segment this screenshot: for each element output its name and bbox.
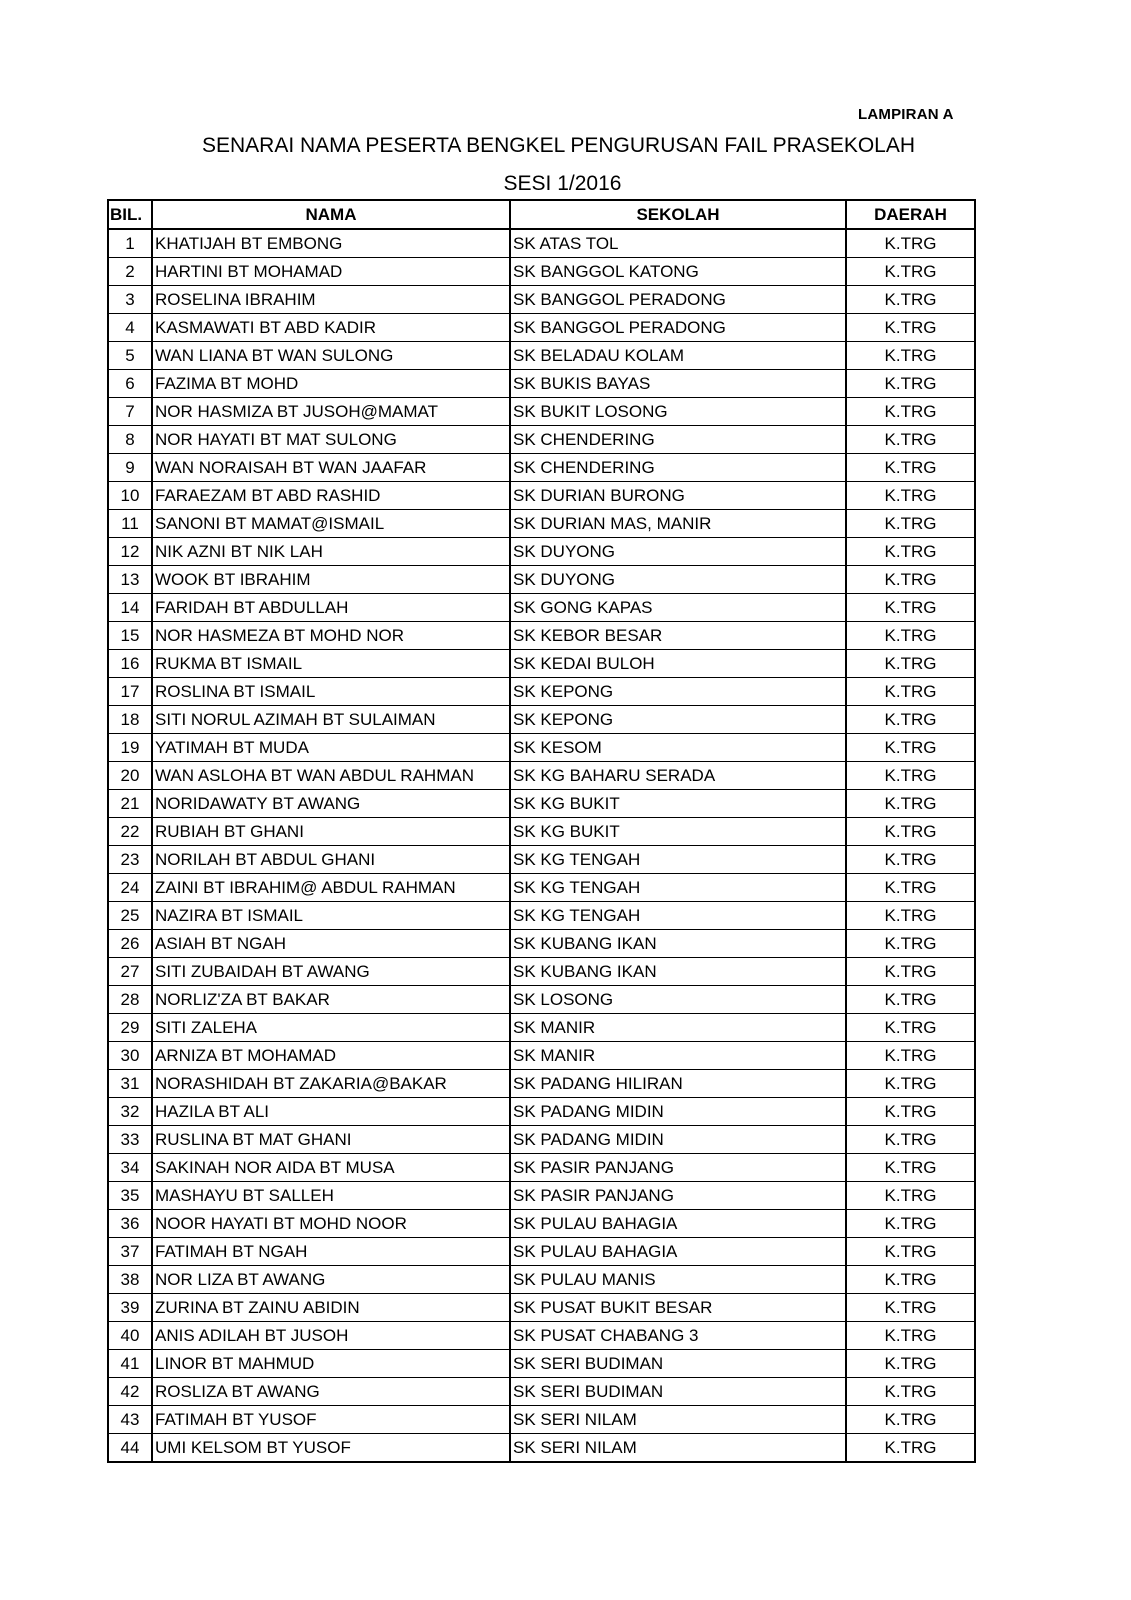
column-header-bil: BIL.: [108, 200, 152, 229]
cell-daerah: K.TRG: [846, 1210, 975, 1238]
cell-bil: 16: [108, 650, 152, 678]
cell-daerah: K.TRG: [846, 902, 975, 930]
cell-nama: FARIDAH BT ABDULLAH: [152, 594, 510, 622]
cell-sekolah: SK ATAS TOL: [510, 229, 846, 258]
cell-daerah: K.TRG: [846, 622, 975, 650]
cell-nama: NORILAH BT ABDUL GHANI: [152, 846, 510, 874]
cell-sekolah: SK PADANG MIDIN: [510, 1126, 846, 1154]
cell-bil: 23: [108, 846, 152, 874]
cell-sekolah: SK KG BAHARU SERADA: [510, 762, 846, 790]
table-row: [108, 510, 975, 538]
table-row: [108, 566, 975, 594]
table-row: [108, 1322, 975, 1350]
cell-daerah: K.TRG: [846, 454, 975, 482]
cell-bil: 10: [108, 482, 152, 510]
cell-daerah: K.TRG: [846, 482, 975, 510]
cell-daerah: K.TRG: [846, 790, 975, 818]
cell-sekolah: SK DUYONG: [510, 538, 846, 566]
table-header: [108, 200, 975, 229]
cell-bil: 40: [108, 1322, 152, 1350]
cell-daerah: K.TRG: [846, 314, 975, 342]
cell-sekolah: SK PULAU BAHAGIA: [510, 1238, 846, 1266]
cell-daerah: K.TRG: [846, 370, 975, 398]
cell-nama: HARTINI BT MOHAMAD: [152, 258, 510, 286]
cell-nama: NOR HASMIZA BT JUSOH@MAMAT: [152, 398, 510, 426]
cell-sekolah: SK PUSAT BUKIT BESAR: [510, 1294, 846, 1322]
cell-bil: 39: [108, 1294, 152, 1322]
table-row: [108, 734, 975, 762]
table-row: [108, 1126, 975, 1154]
cell-bil: 2: [108, 258, 152, 286]
cell-daerah: K.TRG: [846, 229, 975, 258]
cell-nama: FATIMAH BT YUSOF: [152, 1406, 510, 1434]
cell-daerah: K.TRG: [846, 510, 975, 538]
cell-nama: KHATIJAH BT EMBONG: [152, 229, 510, 258]
cell-bil: 14: [108, 594, 152, 622]
cell-daerah: K.TRG: [846, 1070, 975, 1098]
table-row: [108, 790, 975, 818]
cell-sekolah: SK KUBANG IKAN: [510, 958, 846, 986]
cell-sekolah: SK BANGGOL PERADONG: [510, 314, 846, 342]
table-row: [108, 762, 975, 790]
cell-nama: KASMAWATI BT ABD KADIR: [152, 314, 510, 342]
cell-nama: WOOK BT IBRAHIM: [152, 566, 510, 594]
cell-nama: NAZIRA BT ISMAIL: [152, 902, 510, 930]
cell-daerah: K.TRG: [846, 874, 975, 902]
cell-nama: UMI KELSOM BT YUSOF: [152, 1434, 510, 1463]
cell-bil: 8: [108, 426, 152, 454]
cell-bil: 30: [108, 1042, 152, 1070]
cell-nama: RUSLINA BT MAT GHANI: [152, 1126, 510, 1154]
cell-bil: 43: [108, 1406, 152, 1434]
cell-sekolah: SK BANGGOL KATONG: [510, 258, 846, 286]
cell-sekolah: SK KEBOR BESAR: [510, 622, 846, 650]
cell-bil: 29: [108, 1014, 152, 1042]
cell-bil: 22: [108, 818, 152, 846]
cell-daerah: K.TRG: [846, 1406, 975, 1434]
cell-bil: 18: [108, 706, 152, 734]
cell-bil: 32: [108, 1098, 152, 1126]
table-row: [108, 958, 975, 986]
cell-sekolah: SK DURIAN MAS, MANIR: [510, 510, 846, 538]
table-row: [108, 1294, 975, 1322]
cell-daerah: K.TRG: [846, 958, 975, 986]
cell-daerah: K.TRG: [846, 734, 975, 762]
column-header-nama: NAMA: [152, 200, 510, 229]
cell-nama: NIK AZNI BT NIK LAH: [152, 538, 510, 566]
cell-daerah: K.TRG: [846, 1098, 975, 1126]
cell-sekolah: SK KEPONG: [510, 678, 846, 706]
cell-bil: 11: [108, 510, 152, 538]
cell-sekolah: SK DUYONG: [510, 566, 846, 594]
cell-sekolah: SK DURIAN BURONG: [510, 482, 846, 510]
table-row: [108, 902, 975, 930]
column-header-daerah: DAERAH: [846, 200, 975, 229]
cell-sekolah: SK SERI NILAM: [510, 1406, 846, 1434]
table-row: [108, 706, 975, 734]
cell-sekolah: SK LOSONG: [510, 986, 846, 1014]
cell-nama: SITI ZUBAIDAH BT AWANG: [152, 958, 510, 986]
cell-daerah: K.TRG: [846, 1154, 975, 1182]
cell-daerah: K.TRG: [846, 566, 975, 594]
cell-sekolah: SK KG TENGAH: [510, 846, 846, 874]
cell-daerah: K.TRG: [846, 594, 975, 622]
cell-sekolah: SK PADANG HILIRAN: [510, 1070, 846, 1098]
cell-nama: FATIMAH BT NGAH: [152, 1238, 510, 1266]
cell-bil: 17: [108, 678, 152, 706]
table-row: [108, 874, 975, 902]
cell-bil: 42: [108, 1378, 152, 1406]
cell-nama: YATIMAH BT MUDA: [152, 734, 510, 762]
cell-daerah: K.TRG: [846, 930, 975, 958]
cell-sekolah: SK KG TENGAH: [510, 874, 846, 902]
cell-daerah: K.TRG: [846, 1434, 975, 1463]
cell-nama: ROSLIZA BT AWANG: [152, 1378, 510, 1406]
cell-sekolah: SK MANIR: [510, 1042, 846, 1070]
table-row: [108, 258, 975, 286]
table-row: [108, 1070, 975, 1098]
cell-nama: ASIAH BT NGAH: [152, 930, 510, 958]
cell-daerah: K.TRG: [846, 986, 975, 1014]
cell-nama: RUBIAH BT GHANI: [152, 818, 510, 846]
cell-nama: ZURINA BT ZAINU ABIDIN: [152, 1294, 510, 1322]
cell-bil: 3: [108, 286, 152, 314]
cell-bil: 5: [108, 342, 152, 370]
table-row: [108, 398, 975, 426]
cell-bil: 20: [108, 762, 152, 790]
cell-bil: 44: [108, 1434, 152, 1463]
participant-table: [107, 199, 976, 1463]
cell-bil: 34: [108, 1154, 152, 1182]
table-row: [108, 846, 975, 874]
cell-nama: NORIDAWATY BT AWANG: [152, 790, 510, 818]
table-row: [108, 930, 975, 958]
cell-bil: 37: [108, 1238, 152, 1266]
table-row: [108, 1238, 975, 1266]
cell-bil: 19: [108, 734, 152, 762]
cell-nama: ROSLINA BT ISMAIL: [152, 678, 510, 706]
cell-daerah: K.TRG: [846, 258, 975, 286]
table-row: [108, 818, 975, 846]
table-body: [108, 229, 975, 1462]
cell-sekolah: SK KG BUKIT: [510, 818, 846, 846]
cell-daerah: K.TRG: [846, 286, 975, 314]
column-header-sekolah: SEKOLAH: [510, 200, 846, 229]
table-row: [108, 1014, 975, 1042]
cell-daerah: K.TRG: [846, 846, 975, 874]
table-row: [108, 1154, 975, 1182]
table-row: [108, 650, 975, 678]
session-subtitle: SESI 1/2016: [503, 172, 622, 195]
cell-nama: ANIS ADILAH BT JUSOH: [152, 1322, 510, 1350]
cell-bil: 15: [108, 622, 152, 650]
cell-nama: FAZIMA BT MOHD: [152, 370, 510, 398]
document-title: SENARAI NAMA PESERTA BENGKEL PENGURUSAN FAIL PRASEKOLAH: [201, 134, 916, 157]
table-row: [108, 1098, 975, 1126]
cell-bil: 27: [108, 958, 152, 986]
cell-bil: 1: [108, 229, 152, 258]
cell-daerah: K.TRG: [846, 1266, 975, 1294]
cell-nama: WAN LIANA BT WAN SULONG: [152, 342, 510, 370]
cell-nama: NOOR HAYATI BT MOHD NOOR: [152, 1210, 510, 1238]
cell-bil: 6: [108, 370, 152, 398]
table-row: [108, 1042, 975, 1070]
cell-daerah: K.TRG: [846, 342, 975, 370]
cell-sekolah: SK SERI NILAM: [510, 1434, 846, 1463]
table-row: [108, 1182, 975, 1210]
cell-sekolah: SK PADANG MIDIN: [510, 1098, 846, 1126]
cell-nama: WAN ASLOHA BT WAN ABDUL RAHMAN: [152, 762, 510, 790]
cell-bil: 28: [108, 986, 152, 1014]
cell-bil: 25: [108, 902, 152, 930]
cell-bil: 31: [108, 1070, 152, 1098]
cell-daerah: K.TRG: [846, 1322, 975, 1350]
cell-daerah: K.TRG: [846, 818, 975, 846]
cell-sekolah: SK CHENDERING: [510, 454, 846, 482]
cell-bil: 33: [108, 1126, 152, 1154]
attachment-label: LAMPIRAN A: [858, 106, 954, 123]
header-row: [108, 200, 975, 229]
cell-nama: ZAINI BT IBRAHIM@ ABDUL RAHMAN: [152, 874, 510, 902]
cell-nama: ARNIZA BT MOHAMAD: [152, 1042, 510, 1070]
cell-daerah: K.TRG: [846, 678, 975, 706]
cell-daerah: K.TRG: [846, 1042, 975, 1070]
cell-daerah: K.TRG: [846, 538, 975, 566]
table-row: [108, 622, 975, 650]
table-row: [108, 1378, 975, 1406]
cell-sekolah: SK MANIR: [510, 1014, 846, 1042]
cell-daerah: K.TRG: [846, 762, 975, 790]
cell-sekolah: SK GONG KAPAS: [510, 594, 846, 622]
cell-daerah: K.TRG: [846, 1238, 975, 1266]
cell-sekolah: SK KEPONG: [510, 706, 846, 734]
cell-sekolah: SK SERI BUDIMAN: [510, 1350, 846, 1378]
cell-daerah: K.TRG: [846, 1182, 975, 1210]
cell-nama: LINOR BT MAHMUD: [152, 1350, 510, 1378]
cell-nama: MASHAYU BT SALLEH: [152, 1182, 510, 1210]
table-row: [108, 1266, 975, 1294]
cell-bil: 21: [108, 790, 152, 818]
cell-sekolah: SK KG TENGAH: [510, 902, 846, 930]
cell-nama: RUKMA BT ISMAIL: [152, 650, 510, 678]
cell-sekolah: SK CHENDERING: [510, 426, 846, 454]
cell-nama: SANONI BT MAMAT@ISMAIL: [152, 510, 510, 538]
table-row: [108, 594, 975, 622]
cell-daerah: K.TRG: [846, 1294, 975, 1322]
cell-nama: SITI ZALEHA: [152, 1014, 510, 1042]
cell-nama: WAN NORAISAH BT WAN JAAFAR: [152, 454, 510, 482]
table-row: [108, 286, 975, 314]
cell-bil: 4: [108, 314, 152, 342]
cell-bil: 41: [108, 1350, 152, 1378]
cell-bil: 7: [108, 398, 152, 426]
cell-bil: 24: [108, 874, 152, 902]
cell-daerah: K.TRG: [846, 1350, 975, 1378]
cell-sekolah: SK KG BUKIT: [510, 790, 846, 818]
cell-daerah: K.TRG: [846, 398, 975, 426]
cell-sekolah: SK KUBANG IKAN: [510, 930, 846, 958]
table-row: [108, 229, 975, 258]
cell-sekolah: SK BUKIS BAYAS: [510, 370, 846, 398]
cell-sekolah: SK BELADAU KOLAM: [510, 342, 846, 370]
table-row: [108, 1434, 975, 1463]
cell-bil: 12: [108, 538, 152, 566]
cell-sekolah: SK PASIR PANJANG: [510, 1182, 846, 1210]
cell-bil: 36: [108, 1210, 152, 1238]
cell-nama: FARAEZAM BT ABD RASHID: [152, 482, 510, 510]
table-row: [108, 314, 975, 342]
cell-sekolah: SK BANGGOL PERADONG: [510, 286, 846, 314]
cell-sekolah: SK PULAU BAHAGIA: [510, 1210, 846, 1238]
cell-bil: 26: [108, 930, 152, 958]
cell-nama: SAKINAH NOR AIDA BT MUSA: [152, 1154, 510, 1182]
cell-nama: ROSELINA IBRAHIM: [152, 286, 510, 314]
cell-daerah: K.TRG: [846, 1014, 975, 1042]
cell-nama: HAZILA BT ALI: [152, 1098, 510, 1126]
cell-sekolah: SK KEDAI BULOH: [510, 650, 846, 678]
table-row: [108, 986, 975, 1014]
cell-sekolah: SK KESOM: [510, 734, 846, 762]
cell-bil: 38: [108, 1266, 152, 1294]
cell-sekolah: SK PASIR PANJANG: [510, 1154, 846, 1182]
table-row: [108, 1210, 975, 1238]
cell-nama: NORASHIDAH BT ZAKARIA@BAKAR: [152, 1070, 510, 1098]
cell-nama: NOR HAYATI BT MAT SULONG: [152, 426, 510, 454]
table-row: [108, 342, 975, 370]
cell-bil: 13: [108, 566, 152, 594]
cell-sekolah: SK PULAU MANIS: [510, 1266, 846, 1294]
table-row: [108, 1350, 975, 1378]
table-row: [108, 454, 975, 482]
cell-daerah: K.TRG: [846, 1378, 975, 1406]
cell-daerah: K.TRG: [846, 706, 975, 734]
cell-daerah: K.TRG: [846, 650, 975, 678]
cell-nama: NOR HASMEZA BT MOHD NOR: [152, 622, 510, 650]
table-row: [108, 678, 975, 706]
table-row: [108, 370, 975, 398]
cell-sekolah: SK SERI BUDIMAN: [510, 1378, 846, 1406]
cell-daerah: K.TRG: [846, 1126, 975, 1154]
cell-sekolah: SK BUKIT LOSONG: [510, 398, 846, 426]
table-row: [108, 482, 975, 510]
cell-bil: 9: [108, 454, 152, 482]
cell-daerah: K.TRG: [846, 426, 975, 454]
cell-sekolah: SK PUSAT CHABANG 3: [510, 1322, 846, 1350]
cell-nama: NOR LIZA BT AWANG: [152, 1266, 510, 1294]
table-row: [108, 426, 975, 454]
cell-nama: SITI NORUL AZIMAH BT SULAIMAN: [152, 706, 510, 734]
cell-bil: 35: [108, 1182, 152, 1210]
table-row: [108, 538, 975, 566]
cell-nama: NORLIZ'ZA BT BAKAR: [152, 986, 510, 1014]
table-row: [108, 1406, 975, 1434]
